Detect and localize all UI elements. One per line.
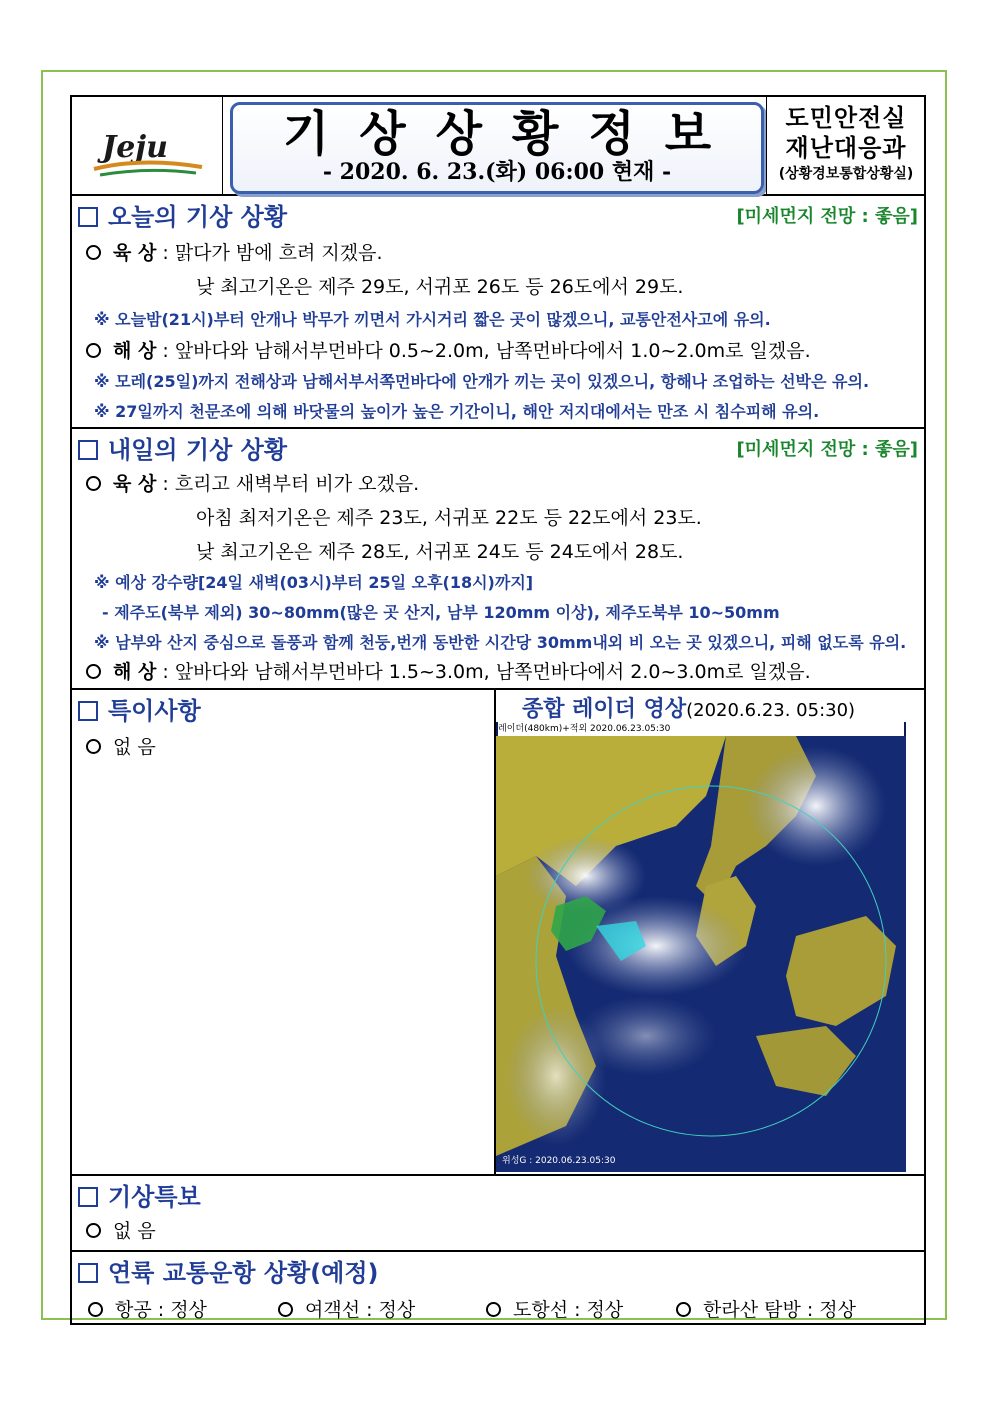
- bullet-circle-icon: [676, 1302, 691, 1317]
- radar-caption-satellite: 위성G : 2020.06.23.05:30: [502, 1156, 616, 1166]
- transport-section: [70, 1252, 926, 1325]
- warning-item: 없 음: [86, 1218, 156, 1244]
- bullet-circle-icon: [278, 1302, 293, 1317]
- bullet-circle-icon: [88, 1302, 103, 1317]
- transport-island-ferry: 도항선 : 정상: [486, 1297, 623, 1323]
- tomorrow-note-rain: ※ 예상 강수량[24일 새벽(03시)부터 25일 오후(18시)까지]: [94, 573, 534, 592]
- dept-division: 재난대응과: [785, 134, 907, 162]
- special-title: [78, 696, 201, 726]
- today-section: [70, 196, 926, 429]
- tomorrow-sea: 해 상 : 앞바다와 남해서부먼바다 1.5~3.0m, 남쪽먼바다에서 2.0~3.0m로 일겠음.: [86, 659, 811, 685]
- special-item: 없 음: [86, 734, 156, 760]
- tomorrow-section: [70, 429, 926, 690]
- bullet-circle-icon: [86, 343, 101, 358]
- today-note-sea-fog: ※ 모레(25일)까지 전해상과 남해서부서쪽먼바다에 안개가 끼는 곳이 있겠으니, 항해나 조업하는 선박은 유의.: [94, 372, 870, 391]
- special-section: [70, 690, 926, 1176]
- jeju-logo: [72, 97, 223, 194]
- radar-title: 종합 레이더 영상(2020.6.23. 05:30): [522, 697, 856, 722]
- tomorrow-note-rain-amount: - 제주도(북부 제외) 30~80mm(많은 곳 산지, 남부 120mm 이상), 제주도북부 10~50mm: [102, 603, 780, 622]
- dept-office: (상황경보통합상황실): [778, 166, 914, 182]
- transport-hallasan: 한라산 탐방 : 정상: [676, 1297, 856, 1323]
- checkbox-icon: [78, 1187, 98, 1207]
- bullet-circle-icon: [86, 1223, 101, 1238]
- page-title: 기상상황정보: [282, 106, 742, 162]
- transport-ferry: 여객선 : 정상: [278, 1297, 415, 1323]
- special-title-text: 특이사항: [108, 697, 201, 725]
- tomorrow-title: [78, 435, 287, 465]
- logo-text: Jeju: [102, 130, 168, 165]
- today-note-fog: ※ 오늘밤(21시)부터 안개나 박무가 끼면서 가시거리 짧은 곳이 많겠으니, 교통안전사고에 유의.: [94, 310, 771, 329]
- warning-title: [78, 1182, 201, 1212]
- tomorrow-land: 육 상 : 흐리고 새벽부터 비가 오겠음.: [86, 471, 419, 497]
- transport-title-text: 연륙 교통운항 상황(예정): [108, 1259, 379, 1287]
- dept-name: 도민안전실: [785, 104, 907, 132]
- report-date: - 2020. 6. 23.(화) 06:00 현재 -: [322, 159, 672, 185]
- header: [70, 95, 926, 196]
- tomorrow-land-min: 아침 최저기온은 제주 23도, 서귀포 22도 등 22도에서 23도.: [196, 507, 702, 529]
- checkbox-icon: [78, 701, 98, 721]
- warning-section: [70, 1176, 926, 1252]
- bullet-circle-icon: [486, 1302, 501, 1317]
- today-land-temp: 낮 최고기온은 제주 29도, 서귀포 26도 등 26도에서 29도.: [196, 276, 684, 298]
- bullet-circle-icon: [86, 739, 101, 754]
- checkbox-icon: [78, 1263, 98, 1283]
- radar-caption: 레이더(480km)+적외 2020.06.23.05:30: [498, 722, 904, 736]
- today-note-tide: ※ 27일까지 천문조에 의해 바닷물의 높이가 높은 기간이니, 해안 저지대에서는 만조 시 침수피해 유의.: [94, 402, 820, 421]
- bullet-circle-icon: [86, 664, 101, 679]
- today-sea: 해 상 : 앞바다와 남해서부먼바다 0.5~2.0m, 남쪽먼바다에서 1.0~2.0m로 일겠음.: [86, 338, 811, 364]
- tomorrow-land-max: 낮 최고기온은 제주 28도, 서귀포 24도 등 24도에서 28도.: [196, 541, 684, 563]
- today-title: [78, 202, 287, 232]
- tomorrow-pm-outlook: [미세먼지 전망 : 좋음]: [736, 439, 918, 460]
- today-pm-outlook: [미세먼지 전망 : 좋음]: [736, 206, 918, 227]
- bullet-circle-icon: [86, 245, 101, 260]
- radar-map-icon: [496, 736, 906, 1172]
- tomorrow-title-text: 내일의 기상 상황: [108, 436, 287, 464]
- checkbox-icon: [78, 207, 98, 227]
- transport-air: 항공 : 정상: [88, 1297, 207, 1323]
- radar-image: [496, 722, 906, 1172]
- department-box: [766, 97, 925, 194]
- today-title-text: 오늘의 기상 상황: [108, 203, 287, 231]
- warning-title-text: 기상특보: [108, 1183, 201, 1211]
- title-box: [230, 102, 764, 194]
- checkbox-icon: [78, 440, 98, 460]
- transport-title: [78, 1258, 379, 1288]
- bullet-circle-icon: [86, 476, 101, 491]
- jeju-logo-icon: [72, 97, 222, 194]
- today-land: 육 상 : 맑다가 밤에 흐려 지겠음.: [86, 240, 383, 266]
- tomorrow-note-storm: ※ 남부와 산지 중심으로 돌풍과 함께 천둥,번개 동반한 시간당 30mm내외 비 오는 곳 있겠으니, 피해 없도록 유의.: [94, 633, 907, 652]
- document: [70, 95, 926, 1325]
